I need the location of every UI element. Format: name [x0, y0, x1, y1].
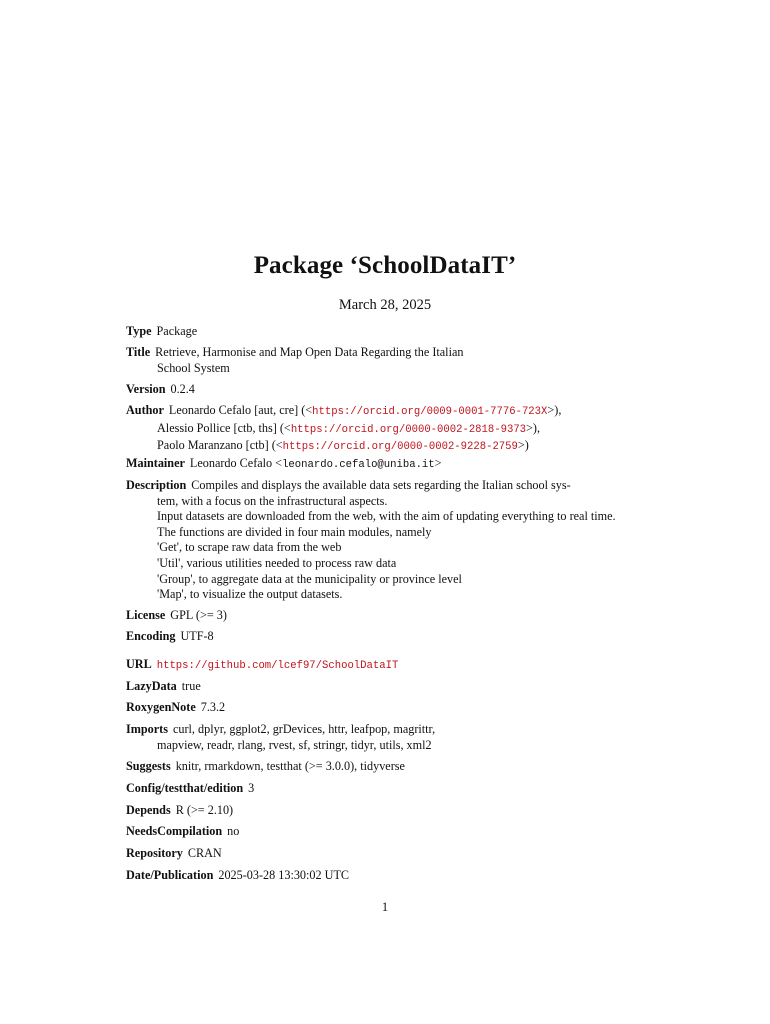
field-maintainer: [126, 456, 442, 474]
imports-line: curl, dplyr, ggplot2, grDevices, httr, leafpop, magrittr,: [172, 722, 436, 736]
field-key: License: [126, 608, 166, 622]
author-name: Alessio Pollice [ctb, ths] (<: [157, 420, 291, 435]
field-encoding: [126, 629, 214, 645]
description-line: 'Util', various utilities needed to process raw data: [157, 555, 397, 570]
field-value: CRAN: [187, 846, 222, 860]
field-type: [126, 324, 197, 340]
field-edition: [126, 781, 254, 797]
description-line: Input datasets are downloaded from the web, with the aim of updating everything to real time.: [157, 509, 616, 524]
field-value: 2025-03-28 13:30:02 UTC: [218, 868, 350, 882]
orcid-link[interactable]: https://orcid.org/0000-0002-2818-9373: [290, 423, 527, 436]
maintainer-name: Leonardo Cefalo <: [189, 456, 283, 470]
field-value: no: [227, 824, 240, 838]
field-key: Version: [126, 382, 166, 396]
description-line: 'Get', to scrape raw data from the web: [157, 540, 342, 555]
field-version: [126, 382, 195, 398]
package-title: Package ‘SchoolDataIT’: [253, 252, 517, 279]
author-suffix: >),: [547, 403, 562, 417]
field-value-line: Retrieve, Harmonise and Map Open Data Regarding the Italian: [155, 345, 464, 359]
maintainer-email: leonardo.cefalo@uniba.it: [282, 459, 435, 471]
field-key: Repository: [126, 846, 183, 860]
field-value: R (>= 2.10): [175, 803, 234, 817]
field-depends: [126, 803, 233, 819]
field-value: 7.3.2: [200, 700, 226, 714]
field-key: Description: [126, 478, 187, 492]
field-key: LazyData: [126, 679, 177, 693]
field-license: [126, 608, 227, 624]
field-url: [126, 657, 398, 675]
field-key: NeedsCompilation: [126, 824, 223, 838]
field-key: RoxygenNote: [126, 700, 196, 714]
field-key: Type: [126, 324, 152, 338]
package-date: March 28, 2025: [338, 297, 432, 313]
field-value: Package: [156, 324, 198, 338]
field-roxygennote: [126, 700, 225, 716]
field-author: [126, 403, 561, 456]
orcid-link[interactable]: https://orcid.org/0000-0002-9228-2759: [282, 441, 518, 454]
author-name: Leonardo Cefalo [aut, cre] (<: [168, 403, 313, 417]
field-key: Author: [126, 403, 164, 417]
description-line: 'Group', to aggregate data at the municipality or province level: [157, 571, 462, 586]
field-value: UTF-8: [180, 629, 214, 643]
field-value-line: School System: [157, 360, 230, 375]
field-value: knitr, rmarkdown, testthat (>= 3.0.0), tidyverse: [175, 759, 405, 773]
description-line: tem, with a focus on the infrastructural aspects.: [157, 493, 388, 508]
field-value: 0.2.4: [170, 382, 195, 396]
page-number: 1: [381, 900, 389, 914]
field-key: URL: [126, 657, 152, 671]
field-key: Config/testthat/edition: [126, 781, 244, 795]
field-datepublication: [126, 868, 349, 884]
field-key: Imports: [126, 722, 168, 736]
field-description: [126, 478, 616, 603]
field-key: Title: [126, 345, 151, 359]
description-line: 'Map', to visualize the output datasets.: [157, 587, 343, 602]
field-value: GPL (>= 3): [170, 608, 227, 622]
field-key: Depends: [126, 803, 171, 817]
field-value: 3: [248, 781, 255, 795]
field-needscompilation: [126, 824, 239, 840]
maintainer-suffix: >: [434, 456, 442, 470]
field-repository: [126, 846, 222, 862]
author-name: Paolo Maranzano [ctb] (<: [157, 438, 283, 453]
author-suffix: >): [517, 438, 529, 453]
field-imports: [126, 722, 435, 753]
author-suffix: >),: [526, 420, 541, 435]
field-title: [126, 345, 463, 376]
description-line: The functions are divided in four main modules, namely: [157, 524, 432, 539]
orcid-link[interactable]: https://orcid.org/0009-0001-7776-723X: [312, 406, 548, 418]
github-link[interactable]: https://github.com/lcef97/SchoolDataIT: [156, 660, 399, 672]
field-key: Encoding: [126, 629, 176, 643]
field-lazydata: [126, 679, 201, 695]
field-suggests: [126, 759, 405, 775]
field-key: Suggests: [126, 759, 171, 773]
field-key: Maintainer: [126, 456, 185, 470]
field-key: Date/Publication: [126, 868, 214, 882]
imports-line: mapview, readr, rlang, rvest, sf, stringr, tidyr, utils, xml2: [157, 737, 432, 752]
description-line: Compiles and displays the available data sets regarding the Italian school sys-: [191, 478, 571, 492]
field-value: true: [181, 679, 201, 693]
